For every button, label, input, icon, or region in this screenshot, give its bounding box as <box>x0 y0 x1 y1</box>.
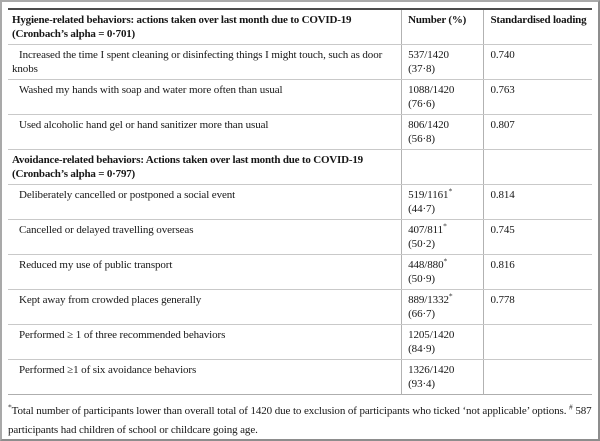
section-header-row <box>8 150 592 185</box>
loading-cell <box>484 360 592 395</box>
table-row <box>8 220 592 255</box>
table-header-row <box>8 9 592 45</box>
behavior-cell: Deliberately cancelled or postponed a social event <box>8 185 402 220</box>
table-row <box>8 80 592 115</box>
section-header-label: Avoidance-related behaviors: Actions taken over last month due to COVID-19 (Cronbach’s alpha = 0·797) <box>8 150 402 185</box>
number-cell <box>402 255 484 290</box>
number-value: 1326/1420 <box>408 364 455 376</box>
number-value: 537/1420 <box>408 49 449 61</box>
loading-cell <box>484 325 592 360</box>
behavior-cell: Performed ≥ 1 of three recommended behaviors <box>8 325 402 360</box>
header-number-label: Number (%) <box>402 9 484 45</box>
behavior-cell: Kept away from crowded places generally <box>8 290 402 325</box>
number-cell <box>402 360 484 395</box>
table-footnote <box>8 395 592 441</box>
footnote-text-2: 587 participants had children of school or childcare going age. <box>8 405 592 436</box>
number-value: 889/1332 <box>408 294 449 306</box>
loading-cell: 0.740 <box>484 45 592 80</box>
percent-value: (84·9) <box>408 342 435 355</box>
number-cell <box>402 220 484 255</box>
number-cell <box>402 325 484 360</box>
behavior-cell: Increased the time I spent cleaning or disinfecting things I might touch, such as door knobs <box>8 45 402 80</box>
number-cell <box>402 45 484 80</box>
behaviors-table <box>8 8 592 395</box>
empty-loading-cell <box>484 150 592 185</box>
number-footnote-marker: * <box>448 291 453 301</box>
number-value: 407/811 <box>408 224 444 236</box>
behavior-cell: Reduced my use of public transport <box>8 255 402 290</box>
percent-value: (50·2) <box>408 237 435 250</box>
table-row <box>8 255 592 290</box>
number-value: 448/880 <box>408 259 444 271</box>
behavior-cell: Cancelled or delayed travelling overseas <box>8 220 402 255</box>
loading-cell: 0.814 <box>484 185 592 220</box>
number-value: 1088/1420 <box>408 84 455 96</box>
number-cell <box>402 115 484 150</box>
behavior-cell: Performed ≥1 of six avoidance behaviors <box>19 364 197 376</box>
behavior-cell: Used alcoholic hand gel or hand sanitizer more than usual <box>8 115 402 150</box>
header-loading-label: Standardised loading <box>484 9 592 45</box>
number-cell <box>402 80 484 115</box>
number-value: 806/1420 <box>408 119 449 131</box>
table-row <box>8 360 592 395</box>
table-row <box>8 45 592 80</box>
number-cell <box>402 185 484 220</box>
percent-value: (44·7) <box>408 202 435 215</box>
number-footnote-marker: * <box>448 186 453 196</box>
header-behaviors-label: Hygiene-related behaviors: actions taken over last month due to COVID-19 (Cronbach’s alpha = 0·701) <box>8 9 402 45</box>
table-row <box>8 115 592 150</box>
number-value: 1205/1420 <box>408 329 455 341</box>
empty-number-cell <box>402 150 484 185</box>
table-row <box>8 290 592 325</box>
table-row <box>8 185 592 220</box>
table-row <box>8 325 592 360</box>
percent-value: (37·8) <box>408 62 435 75</box>
percent-value: (56·8) <box>408 132 435 145</box>
number-footnote-marker: * <box>443 256 448 266</box>
loading-cell: 0.807 <box>484 115 592 150</box>
loading-cell: 0.745 <box>484 220 592 255</box>
percent-value: (50·9) <box>408 272 435 285</box>
number-cell <box>402 290 484 325</box>
footnote-hash-marker: # <box>569 402 573 412</box>
number-value: 519/1161 <box>408 189 449 201</box>
footnote-asterisk-marker: * <box>8 402 12 412</box>
footnote-text-1: Total number of participants lower than overall total of 1420 due to exclusion of participants who ticked ‘not applicable’ options. <box>11 405 570 417</box>
percent-value: (93·4) <box>408 377 435 390</box>
behavior-cell: Washed my hands with soap and water more often than usual <box>8 80 402 115</box>
loading-cell: 0.763 <box>484 80 592 115</box>
percent-value: (76·6) <box>408 97 435 110</box>
number-footnote-marker: * <box>443 221 447 231</box>
loading-cell: 0.816 <box>484 255 592 290</box>
percent-value: (66·7) <box>408 307 435 320</box>
loading-cell: 0.778 <box>484 290 592 325</box>
